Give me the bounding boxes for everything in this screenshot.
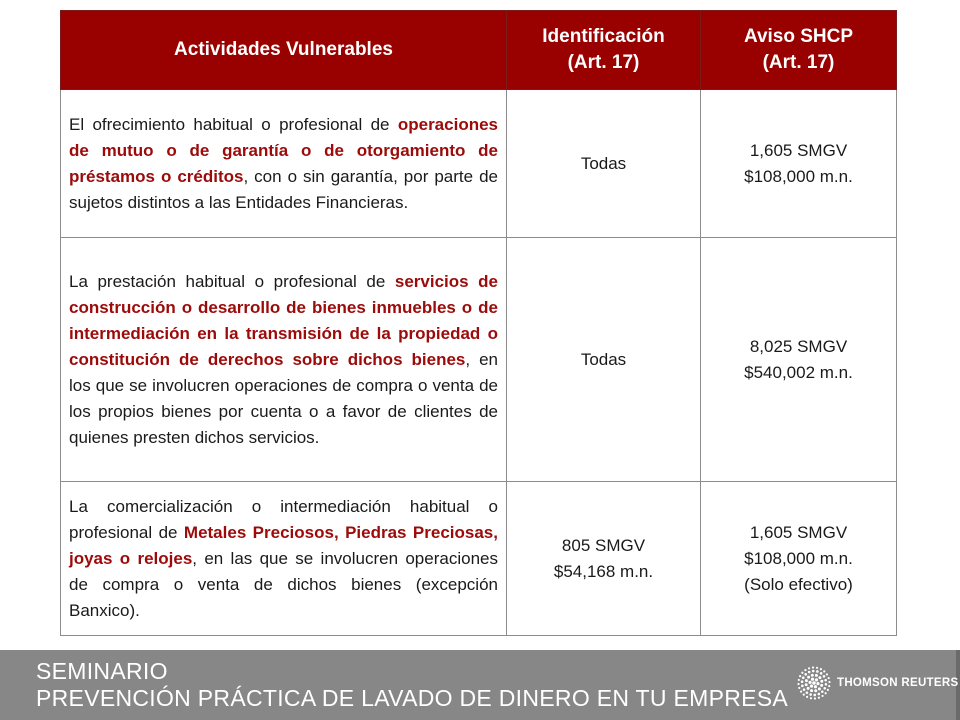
activities-table — [60, 10, 897, 636]
seminar-label: SEMINARIO — [36, 658, 168, 684]
seminar-title: PREVENCIÓN PRÁCTICA DE LAVADO DE DINERO EN TU EMPRESA — [36, 685, 789, 711]
aviso-cell: 8,025 SMGV $540,002 m.n. — [701, 238, 897, 482]
identificacion-cell: 805 SMGV $54,168 m.n. — [507, 482, 701, 636]
activity-description: La comercialización o intermediación habitual o profesional de Metales Preciosos, Piedras Preciosas, joyas o relojes, en las que se involucren operaciones de compra o venta de dichos bienes (excepción Banxico). — [61, 482, 507, 636]
thomson-reuters-dots-icon — [797, 666, 831, 700]
identificacion-cell: Todas — [507, 238, 701, 482]
identificacion-cell: Todas — [507, 90, 701, 238]
header-actividades: Actividades Vulnerables — [61, 11, 507, 90]
activity-description: La prestación habitual o profesional de servicios de construcción o desarrollo de bienes inmuebles o de intermediación en la transmisión de la propiedad o constitución de derechos sobre dichos bienes, en los que se involucren operaciones de compra o venta de los propios bienes por cuenta o a favor de clientes de quienes presten dichos servicios. — [61, 238, 507, 482]
thomson-reuters-logo — [797, 666, 958, 700]
header-identificacion: Identificación (Art. 17) — [507, 11, 701, 90]
table-row — [61, 238, 897, 482]
aviso-cell: 1,605 SMGV $108,000 m.n. (Solo efectivo) — [701, 482, 897, 636]
activities-table-container — [60, 10, 896, 636]
table-row — [61, 482, 897, 636]
aviso-cell: 1,605 SMGV $108,000 m.n. — [701, 90, 897, 238]
table-header-row — [61, 11, 897, 90]
logo-text: THOMSON REUTERS — [837, 677, 959, 689]
activity-description: El ofrecimiento habitual o profesional de operaciones de mutuo o de garantía o de otorgamiento de préstamos o créditos, con o sin garantía, por parte de sujetos distintos a las Entidades Financieras. — [61, 90, 507, 238]
header-aviso-shcp: Aviso SHCP (Art. 17) — [701, 11, 897, 90]
table-row — [61, 90, 897, 238]
